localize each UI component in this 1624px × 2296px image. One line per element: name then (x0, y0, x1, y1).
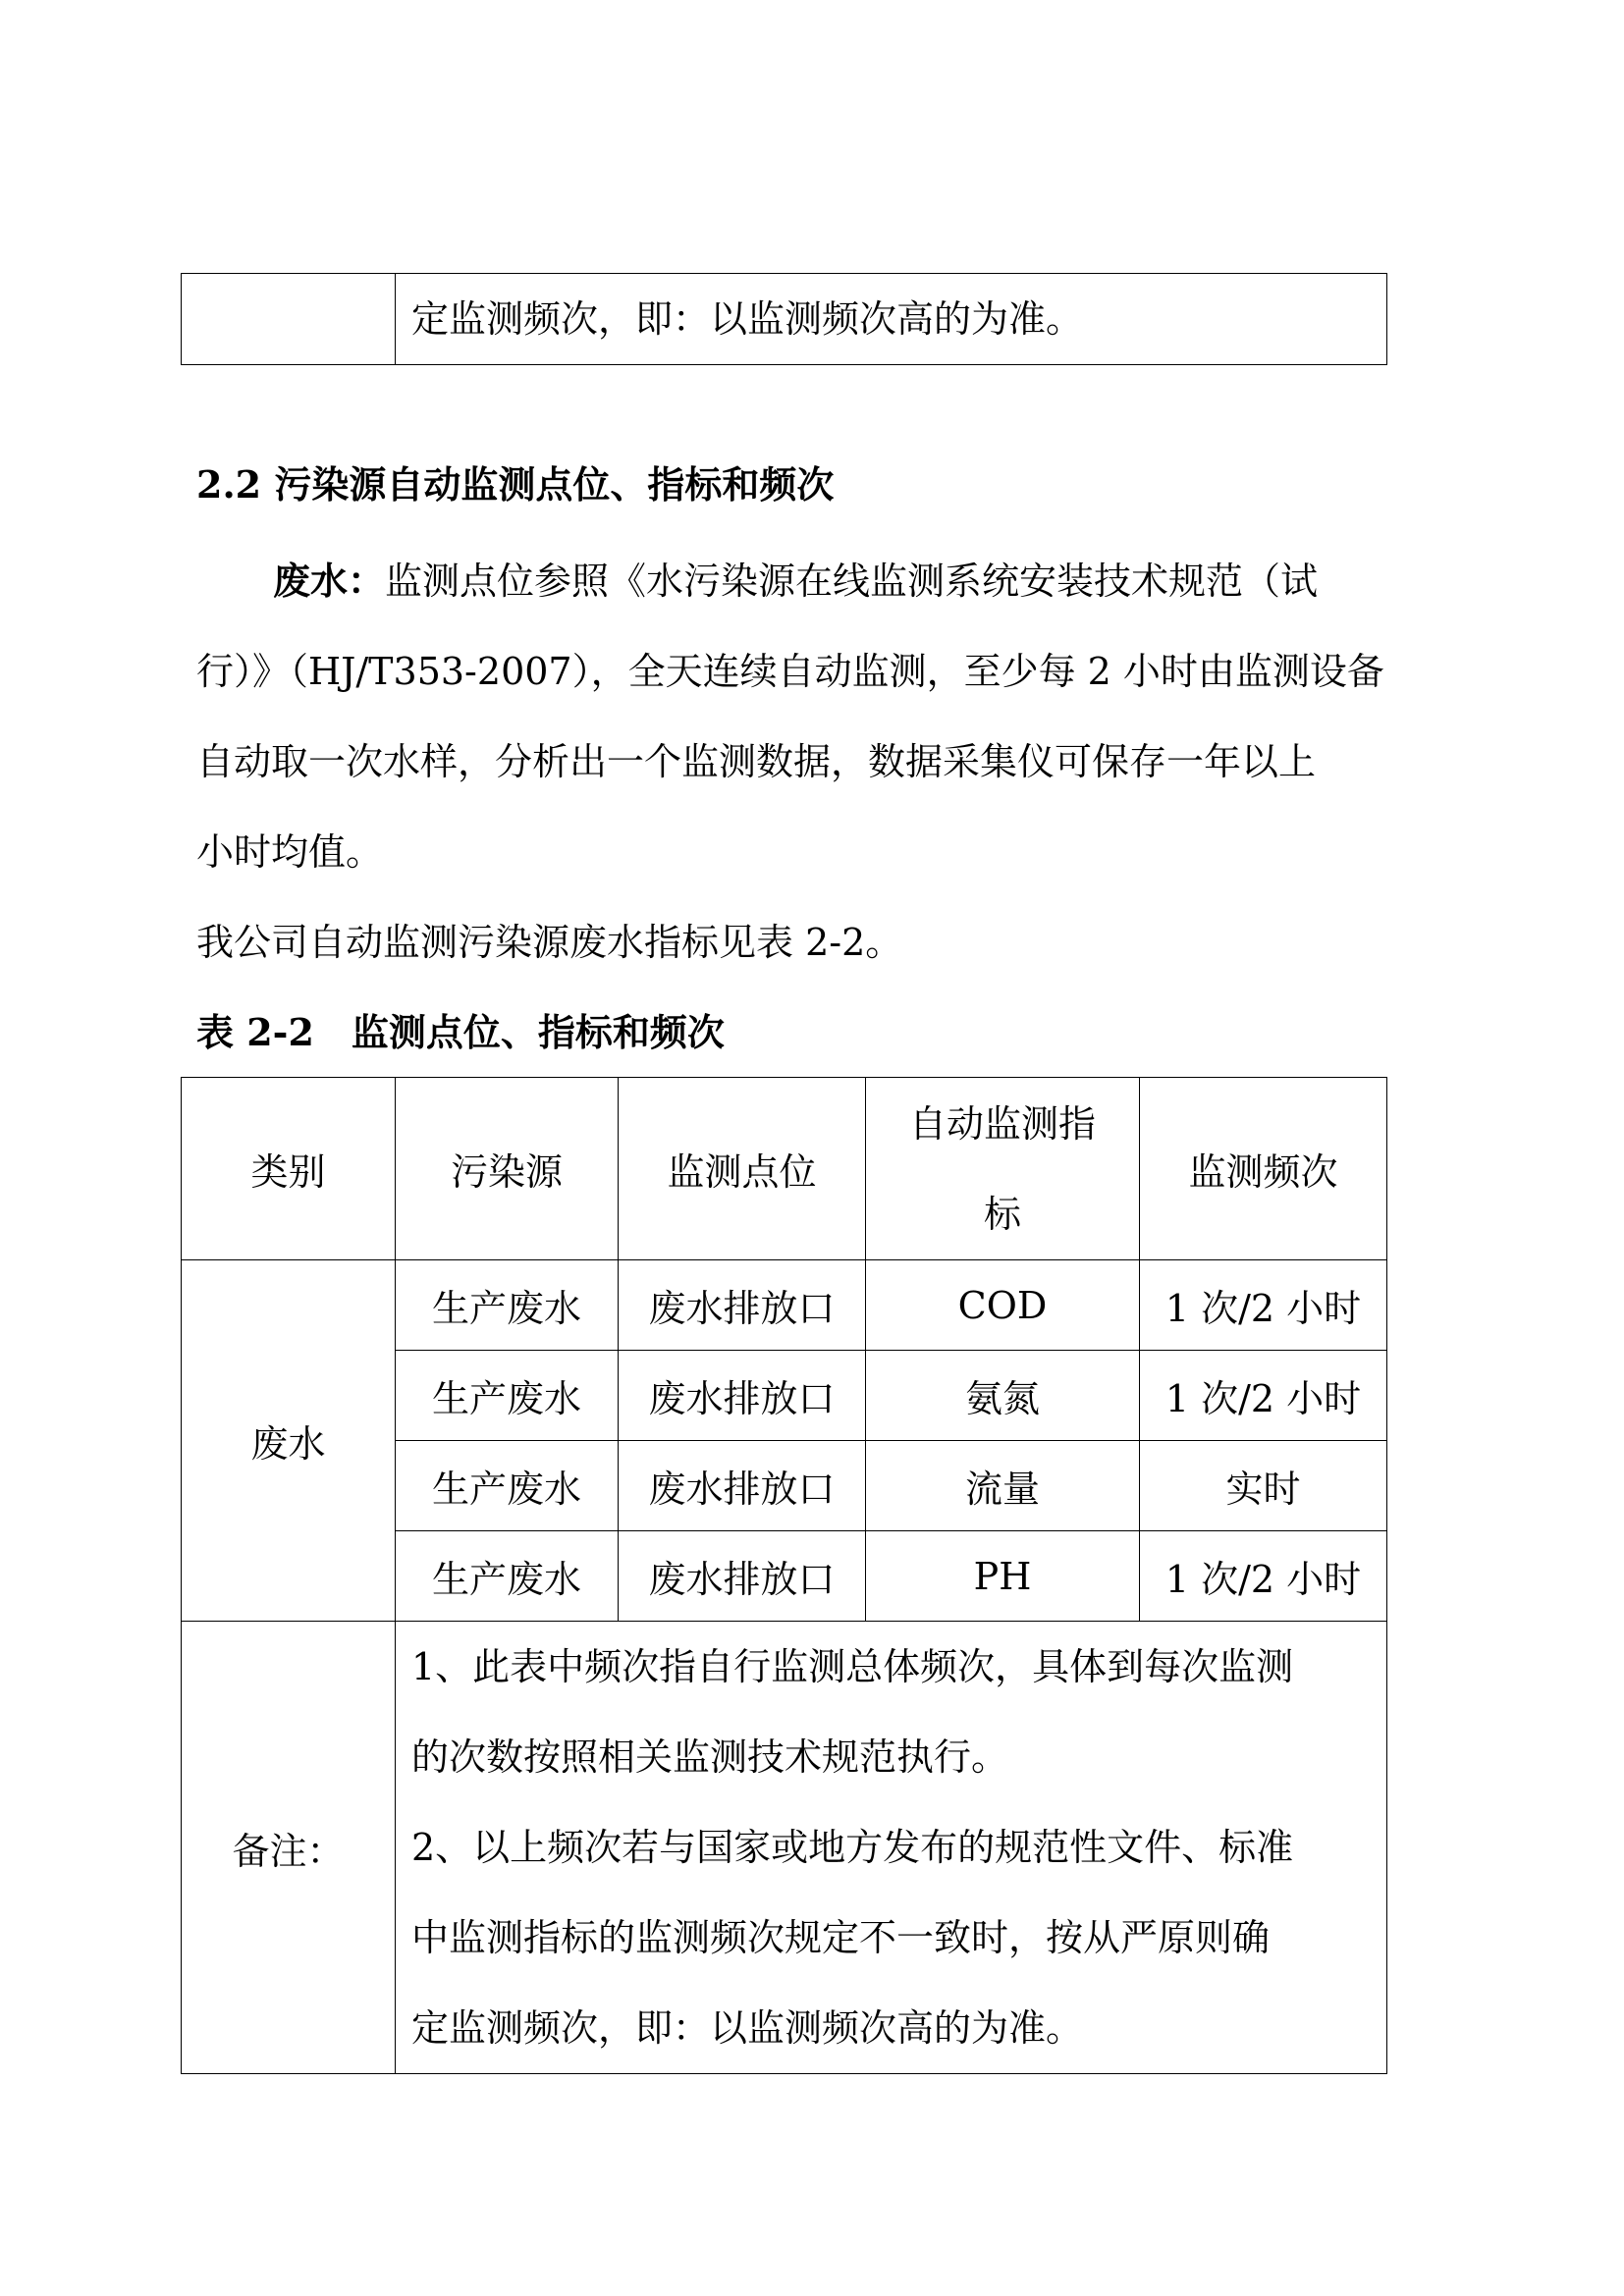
source-cell: 生产废水 (396, 1260, 619, 1351)
point-cell: 废水排放口 (619, 1351, 866, 1441)
header-source: 污染源 (396, 1078, 619, 1260)
continuation-table (181, 273, 1387, 365)
point-cell: 废水排放口 (619, 1441, 866, 1531)
remark-row (182, 1622, 1387, 2074)
table-reference-line: 我公司自动监测污染源废水指标见表 2-2。 (196, 921, 903, 964)
remark-label: 备注： (182, 1622, 396, 2074)
remark-line-3: 2、以上频次若与国家或地方发布的规范性文件、标准 (411, 1826, 1294, 1869)
remark-line-2: 的次数按照相关监测技术规范执行。 (411, 1735, 1009, 1779)
point-cell: 废水排放口 (619, 1531, 866, 1622)
paragraph-line-1 (273, 558, 1318, 605)
table-row (182, 1260, 1387, 1351)
paragraph-line-3: 自动取一次水样，分析出一个监测数据，数据采集仪可保存一年以上 (196, 740, 1317, 783)
frequency-cell: 1 次/2 小时 (1140, 1351, 1387, 1441)
source-cell: 生产废水 (396, 1351, 619, 1441)
remark-line-4: 中监测指标的监测频次规定不一致时，按从严原则确 (411, 1916, 1271, 1959)
continuation-remark-text: 定监测频次，即：以监测频次高的为准。 (411, 297, 1084, 341)
paragraph-label: 废水： (273, 559, 386, 603)
header-indicator: 自动监测指 标 (866, 1078, 1140, 1260)
section-heading: 2.2 污染源自动监测点位、指标和频次 (196, 462, 835, 507)
frequency-cell: 1 次/2 小时 (1140, 1531, 1387, 1622)
table-caption: 表 2-2 监测点位、指标和频次 (196, 1010, 725, 1054)
indicator-cell: 氨氮 (866, 1351, 1140, 1441)
header-point: 监测点位 (619, 1078, 866, 1260)
category-cell: 废水 (182, 1260, 396, 1622)
remark-line-1: 1、此表中频次指自行监测总体频次，具体到每次监测 (411, 1645, 1294, 1688)
indicator-cell: COD (866, 1260, 1140, 1351)
header-category: 类别 (182, 1078, 396, 1260)
paragraph-line-2: 行）》（HJ/T353-2007），全天连续自动监测，至少每 2 小时由监测设备 (196, 650, 1384, 693)
indicator-cell: PH (866, 1531, 1140, 1622)
indicator-cell: 流量 (866, 1441, 1140, 1531)
point-cell: 废水排放口 (619, 1260, 866, 1351)
continuation-empty-cell (182, 274, 396, 365)
table-header-row (182, 1078, 1387, 1260)
source-cell: 生产废水 (396, 1531, 619, 1622)
frequency-cell: 1 次/2 小时 (1140, 1260, 1387, 1351)
paragraph-line-4: 小时均值。 (196, 830, 384, 874)
continuation-remark-cell (396, 274, 1387, 365)
paragraph-line-1-text: 监测点位参照《水污染源在线监测系统安装技术规范（试 (385, 560, 1319, 603)
remark-content (396, 1622, 1387, 2074)
monitoring-table (181, 1077, 1387, 2074)
remark-line-5: 定监测频次，即：以监测频次高的为准。 (411, 2006, 1084, 2050)
source-cell: 生产废水 (396, 1441, 619, 1531)
frequency-cell: 实时 (1140, 1441, 1387, 1531)
header-frequency: 监测频次 (1140, 1078, 1387, 1260)
